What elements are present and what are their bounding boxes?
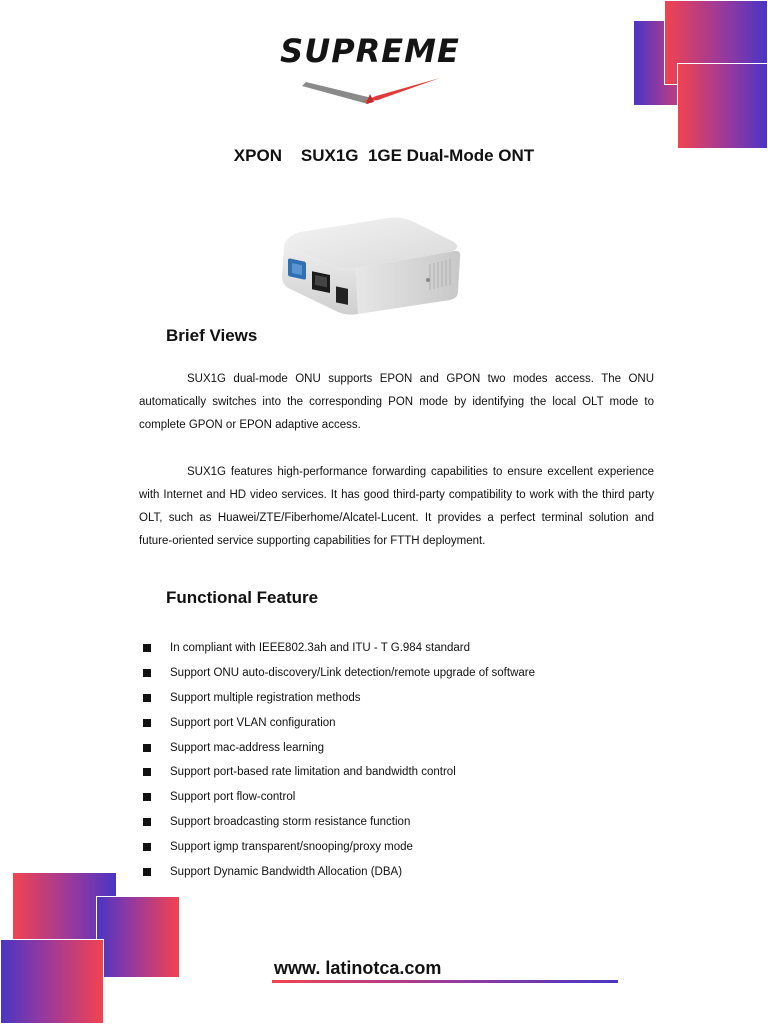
list-item xyxy=(143,686,535,711)
website-link[interactable]: www. latinotca.com xyxy=(274,958,442,978)
list-item xyxy=(143,710,535,735)
square-bullet-icon xyxy=(143,868,151,876)
decor-square-bottom-3 xyxy=(0,939,104,1024)
feature-text: Support Dynamic Bandwidth Allocation (DBA) xyxy=(170,865,403,878)
square-bullet-icon xyxy=(143,669,151,677)
list-item xyxy=(143,834,535,859)
brief-paragraph-1-text: SUX1G dual-mode ONU supports EPON and GPON two modes access. The ONU automatically switches into the corresponding PON mode by identifying the local OLT mode to complete GPON or EPON adaptive access. xyxy=(139,373,654,431)
list-item xyxy=(143,661,535,686)
square-bullet-icon xyxy=(143,793,151,801)
feature-list xyxy=(143,636,535,884)
feature-text: Support port VLAN configuration xyxy=(170,716,336,729)
list-item xyxy=(143,636,535,661)
square-bullet-icon xyxy=(143,843,151,851)
page-title: XPON SUX1G 1GE Dual-Mode ONT xyxy=(233,146,535,165)
list-item xyxy=(143,760,535,785)
decor-square-top-3 xyxy=(677,63,768,149)
list-item xyxy=(143,735,535,760)
square-bullet-icon xyxy=(143,744,151,752)
square-bullet-icon xyxy=(143,694,151,702)
footer-divider xyxy=(272,980,618,983)
feature-text: Support multiple registration methods xyxy=(170,691,361,704)
feature-text: Support ONU auto-discovery/Link detection/remote upgrade of software xyxy=(170,667,535,680)
features-heading: Functional Feature xyxy=(166,588,319,607)
product-image xyxy=(278,210,464,320)
square-bullet-icon xyxy=(143,768,151,776)
square-bullet-icon xyxy=(143,644,151,652)
brand-name: SUPREME xyxy=(280,32,460,70)
brand-logo xyxy=(272,32,468,112)
brief-heading: Brief Views xyxy=(166,326,258,345)
brief-paragraph-1 xyxy=(139,368,654,437)
square-bullet-icon xyxy=(143,719,151,727)
list-item xyxy=(143,810,535,835)
feature-text: In compliant with IEEE802.3ah and ITU - T G.984 standard xyxy=(170,642,471,655)
logo-swoosh-icon xyxy=(300,76,442,106)
feature-text: Support broadcasting storm resistance function xyxy=(170,815,411,828)
feature-text: Support igmp transparent/snooping/proxy mode xyxy=(170,840,413,853)
list-item xyxy=(143,859,535,884)
brief-paragraph-2 xyxy=(139,461,654,553)
decor-square-bottom-2 xyxy=(96,896,180,978)
feature-text: Support mac-address learning xyxy=(170,741,325,754)
square-bullet-icon xyxy=(143,818,151,826)
feature-text: Support port flow-control xyxy=(170,791,296,804)
list-item xyxy=(143,785,535,810)
brief-paragraph-2-text: SUX1G features high-performance forwarding capabilities to ensure excellent experience with Internet and HD video services. It has good third-party compatibility to work with the third party OLT, such as Huawei/ZTE/Fiberhome/Alcatel-Lucent. It provides a perfect terminal solution and future-oriented service supporting capabilities for FTTH deployment. xyxy=(139,466,654,547)
feature-text: Support port-based rate limitation and bandwidth control xyxy=(170,766,456,779)
